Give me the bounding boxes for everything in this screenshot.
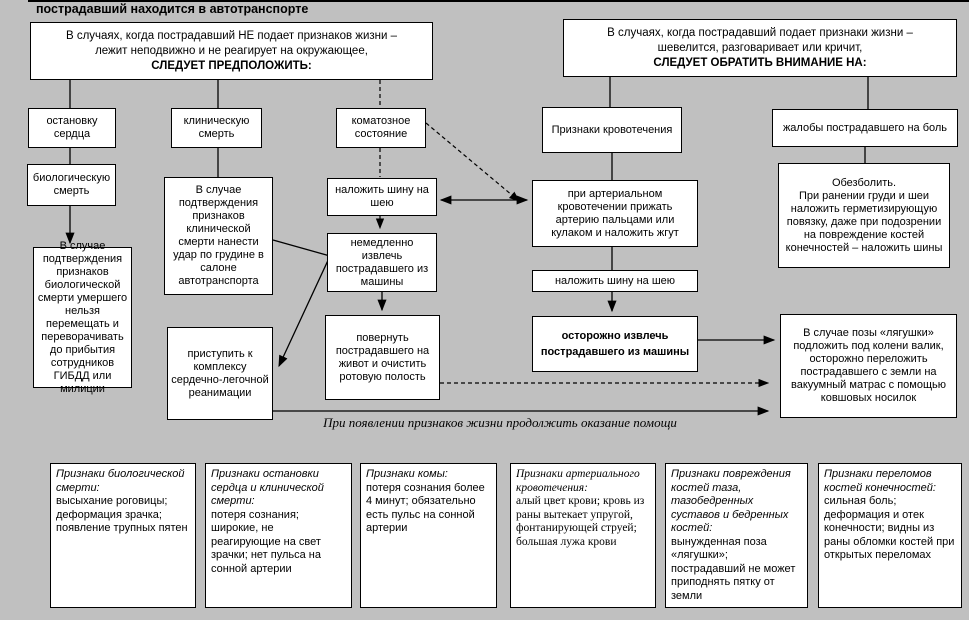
header-signs-of-life	[563, 19, 957, 77]
header-line-emphasis: СЛЕДУЕТ ПРЕДПОЛОЖИТЬ:	[151, 59, 312, 72]
node-careful-extract: осторожно извлечь пострадавшего из машины	[532, 316, 698, 372]
legend-pelvis-injury-signs	[665, 463, 808, 608]
node-cpr: приступить к комплексу сердечно-легочной реанимации	[167, 327, 273, 420]
node-frog-pose: В случае позы «лягушки» подложить под колени валик, осторожно переложить пострадавшего с земли на вакуумный матрас с помощью ковшовых носилок	[780, 314, 957, 418]
legend-heading: Признаки остановки сердца и клинической смерти:	[211, 468, 324, 507]
legend-limb-fracture-signs	[818, 463, 962, 608]
node-biological-death: биологическую смерть	[27, 164, 116, 206]
anesthetize-line: При ранении груди и шеи наложить герметизирующую повязку, даже при подозрении на повреждение костей конечностей – наложить шины	[785, 189, 943, 254]
node-extract-now: немедленно извлечь пострадавшего из машины	[327, 233, 437, 292]
legend-heading: Признаки комы:	[366, 468, 448, 480]
legend-heading: Признаки биологической смерти:	[56, 468, 185, 494]
legend-cardiac-clinical-death-signs	[205, 463, 352, 608]
header-no-signs-of-life	[30, 22, 433, 80]
node-coma: коматозное состояние	[336, 108, 426, 148]
header-line: В случаях, когда пострадавший НЕ подает признаков жизни –	[65, 29, 398, 42]
node-clinical-death: клиническую смерть	[171, 108, 262, 148]
anesthetize-line: Обезболить.	[831, 176, 897, 189]
legend-heading: Признаки артериального кровотечения:	[516, 468, 640, 494]
node-turn-on-stomach: повернуть пострадавшего на живот и очистить ротовую полость	[325, 315, 440, 400]
legend-body: потеря сознания более 4 минут; обязательно есть пульс на сонной артерии	[366, 481, 485, 534]
header-line: лежит неподвижно и не реагирует на окружающее,	[95, 44, 368, 57]
legend-arterial-bleeding-signs	[510, 463, 656, 608]
legend-body: высыхание роговицы; деформация зрачка; появление трупных пятен	[56, 495, 188, 534]
legend-biological-death-signs	[50, 463, 196, 608]
node-neck-splint-2: наложить шину на шею	[532, 270, 698, 292]
page-title: пострадавший находится в автотранспорте	[36, 2, 309, 16]
footnote-continue-aid: При появлении признаков жизни продолжить оказание помощи	[323, 415, 677, 430]
legend-heading: Признаки повреждения костей таза, тазобедренных суставов и бедренных костей:	[671, 468, 791, 534]
header-line-emphasis: СЛЕДУЕТ ОБРАТИТЬ ВНИМАНИЕ НА:	[653, 56, 867, 69]
legend-body: сильная боль; деформация и отек конечности; видны из раны обломки костей при открытых переломах	[824, 495, 955, 561]
node-anesthetize	[778, 163, 950, 268]
legend-body: алый цвет крови; кровь из раны вытекает упругой, фонтанирующей струей; большая лужа крови	[516, 495, 645, 548]
header-line: шевелится, разговаривает или кричит,	[657, 41, 863, 54]
header-line: В случаях, когда пострадавший подает признаки жизни –	[607, 26, 913, 39]
legend-heading: Признаки переломов костей конечностей:	[824, 468, 936, 494]
legend-body: вынужденная поза «лягушки»; пострадавший не может приподнять пятку от земли	[671, 535, 796, 602]
legend-body: потеря сознания; широкие, не реагирующие на свет зрачки; нет пульса на сонной артерии	[211, 508, 321, 575]
node-biological-death-rule: В случае подтверждения признаков биологической смерти умершего нельзя перемещать и переворачивать до прибытия сотрудников ГИБДД или милиции	[33, 247, 132, 388]
node-arterial-bleeding-action: при артериальном кровотечении прижать артерию пальцами или кулаком и наложить жгут	[532, 180, 698, 247]
node-cardiac-arrest: остановку сердца	[28, 108, 116, 148]
node-clinical-death-action: В случае подтверждения признаков клинической смерти нанести удар по грудине в салоне автотранспорта	[164, 177, 273, 295]
node-neck-splint-1: наложить шину на шею	[327, 178, 437, 216]
node-bleeding-signs: Признаки кровотечения	[542, 107, 682, 153]
node-pain-complaints: жалобы пострадавшего на боль	[772, 109, 958, 147]
legend-coma-signs	[360, 463, 497, 608]
